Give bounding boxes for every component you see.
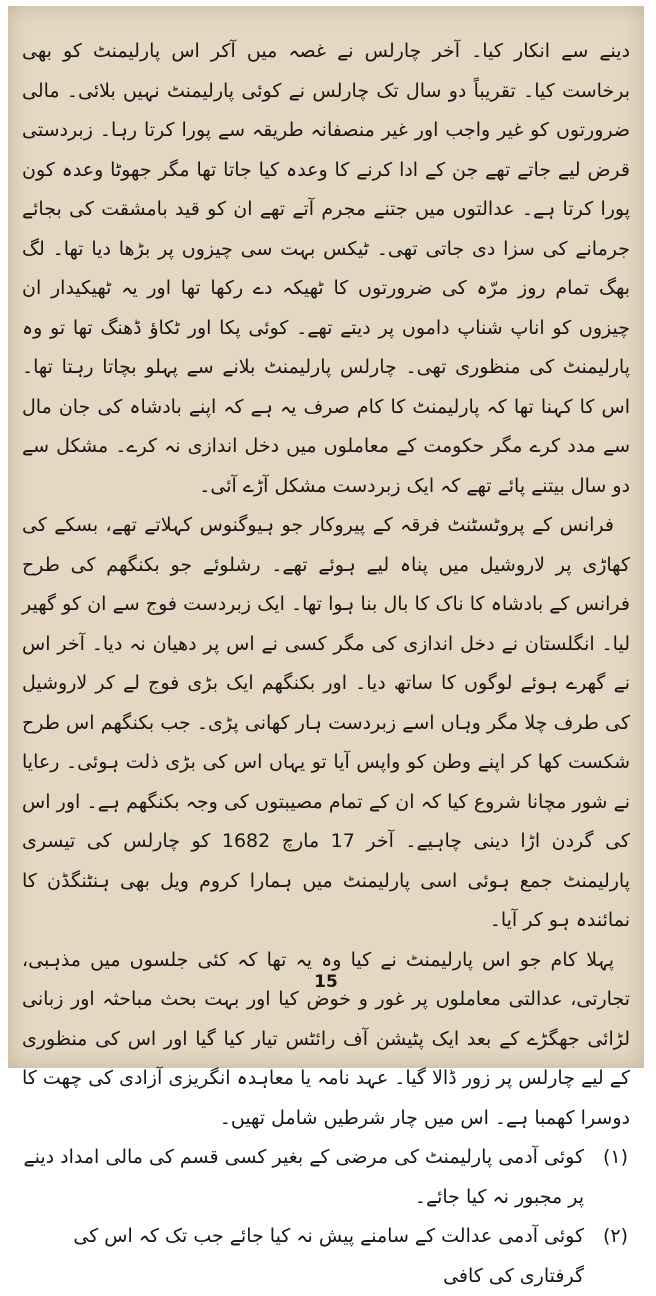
list-item-text: کوئی آدمی پارلیمنٹ کی مرضی کے بغیر کسی قسم کی مالی امداد دینے پر مجبور نہ کیا جائے۔ — [23, 1146, 584, 1208]
book-page — [8, 6, 644, 1287]
page-number: 15 — [314, 972, 338, 992]
paragraph-2: فرانس کے پروٹسٹنٹ فرقہ کے پیروکار جو ہیوگنوس کہلاتے تھے، بسکے کی کھاڑی پر لاروشیل میں پناہ لیے ہوئے تھے۔ رشلوئے جو بکنگھم کی طرح فرانس کے بادشاہ کا ناک کا بال بنا ہوا تھا۔ ایک زبردست فوج سے ان کو گھیر لیا۔ انگلستان نے دخل اندازی کی مگر کسی نے اس پر دھیان نہ دیا۔ آخر اس نے گھرے ہوئے لوگوں کا ساتھ دیا۔ اور بکنگھم ایک بڑی فوج لے کر لاروشیل کی طرف چلا مگر وہاں اسے زبردست ہار کھانی پڑی۔ جب بکنگھم اس طرح شکست کھا کر اپنے وطن کو واپس آیا تو یہاں اس کی بڑی ذلت ہوئی۔ رعایا نے شور مچانا شروع کیا کہ ان کے تمام مصیبتوں کی وجہ بکنگھم ہے۔ اور اس کی گردن اڑا دینی چاہیے۔ آخر 17 مارچ 1682 کو چارلس کی تیسری پارلیمنٹ جمع ہوئی اسی پارلیمنٹ میں ہمارا کروم ویل بھی ہنٹنگڈن کا نمائندہ ہو کر آیا۔ — [22, 514, 630, 931]
list-item — [22, 1217, 630, 1296]
list-item-marker: (۲) — [602, 1225, 628, 1247]
list-item-text: کوئی آدمی عدالت کے سامنے پیش نہ کیا جائے جب تک کہ اس کی گرفتاری کی کافی — [73, 1225, 584, 1287]
list-item — [22, 1138, 630, 1217]
page-body-text — [22, 32, 630, 1296]
paragraph-3: پہلا کام جو اس پارلیمنٹ نے کیا وہ یہ تھا کہ کئی جلسوں میں مذہبی، تجارتی، عدالتی معاملوں پر غور و خوض کیا اور بہت بحث مباحثہ اور زبانی لڑائی جھگڑے کے بعد ایک پٹیشن آف رائٹس تیار کیا گیا اور اس کی منظوری کے لیے چارلس پر زور ڈالا گیا۔ عہد نامہ یا معاہدہ انگریزی آزادی کی چھت کا دوسرا کھمبا ہے۔ اس میں چار شرطیں شامل تھیں۔ — [22, 948, 630, 1129]
paragraph-1: دینے سے انکار کیا۔ آخر چارلس نے غصہ میں آکر اس پارلیمنٹ کو بھی برخاست کیا۔ تقریباً دو سال تک چارلس نے کوئی پارلیمنٹ نہیں بلائی۔ مالی ضرورتوں کو غیر واجب اور غیر منصفانہ طریقہ سے پورا کرتا رہا۔ زبردستی قرض لیے جاتے تھے جن کے ادا کرنے کا وعدہ کیا جاتا تھا مگر جھوٹا وعدہ کون پورا کرتا ہے۔ عدالتوں میں جتنے مجرم آتے تھے ان کو قید بامشقت کی بجائے جرمانے کی سزا دی جاتی تھی۔ ٹیکس بہت سی چیزوں پر بڑھا دیا تھا۔ لگ بھگ تمام روز مرّہ کی ضرورتوں کا ٹھیکہ دے رکھا تھا اور یہ ٹھیکیدار ان چیزوں کو اناپ شناپ داموں پر دیتے تھے۔ کوئی پکا اور ٹکاؤ ڈھنگ تھا تو وہ پارلیمنٹ کی منظوری تھی۔ چارلس پارلیمنٹ بلانے سے پہلو بچاتا رہتا تھا۔ اس کا کہنا تھا کہ پارلیمنٹ کا کام صرف یہ ہے کہ اپنے بادشاہ کی جان مال سے مدد کرے مگر حکومت کے معاملوں میں دخل اندازی نہ کرے۔ مشکل سے دو سال بیتنے پائے تھے کہ ایک زبردست مشکل آڑے آئی۔ — [22, 40, 630, 497]
list-item-marker: (۱) — [602, 1146, 628, 1168]
